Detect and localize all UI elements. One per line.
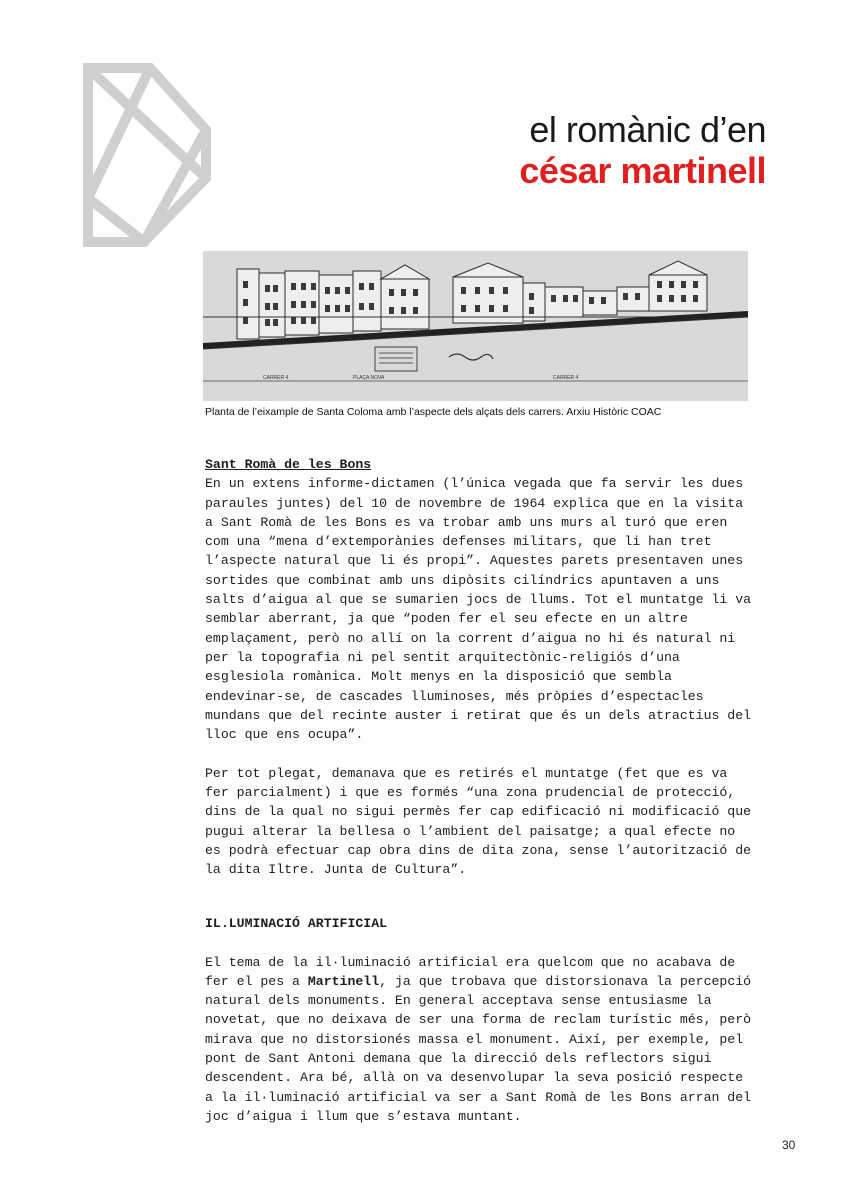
text-line: emplaçament, però no allí on la corrent d’aigua no hi és natural ni [205,630,736,646]
text-line: Per tot plegat, demanava que es retirés el muntatge (fet que es va [205,765,728,781]
text-span: fer el pes a [205,973,308,989]
text-line: pugui alterar la bellesa o l’ambient del paisatge; a qual efecte no [205,823,736,839]
text-line: paraules juntes) del 10 de novembre de 1964 explica que en la visita [205,495,744,511]
text-line: novetat, que no deixava de ser una forma de reclam turístic més, però [205,1012,752,1028]
page-number: 30 [782,1138,796,1152]
figure-label: PLAÇA NOVA [353,375,385,381]
figure-label: CARRER 4 [553,375,579,381]
text-line: fer parcialment) i que es formés “una zona prudencial de protecció, [205,785,736,801]
paragraph [205,764,805,880]
page-title [519,110,766,192]
text-line: descendent. Ara bé, allà on va desenvolupar la seva posició respecte [205,1070,744,1086]
text-line: per la topografia ni pel sentit arquitectònic-religiós d’una [205,649,680,665]
text-line: dins de la qual no sigui permès fer cap edificació ni modificació que [205,804,752,820]
text-line: es podrà efectuar cap obra dins de dita zona, sense l’autorització de [205,842,752,858]
title-line-1: el romànic d’en [529,109,766,150]
paragraph [205,474,805,744]
section-sant-roma [205,455,805,880]
text-line: natural dels monuments. En general acceptava sense entusiasme la [205,993,712,1009]
text-line: mundans que del recinte auster i retirat que és un dels atractius del [205,707,752,723]
text-line: esglesiola romànica. Molt menys en la disposició que sembla [205,669,672,685]
geometric-outline-logo-icon [82,60,214,250]
text-line: El tema de la il·luminació artificial era quelcom que no acabava de [205,954,736,970]
elevation-drawing [203,251,748,401]
text-line: l’aspecte natural que li és propi”. Aquestes parets presentaven unes [205,553,744,569]
street-elevation-figure [203,251,748,401]
text-line: com una “mena d’extemporànies defenses militars, que li han tret [205,534,712,550]
text-line: lloc que ens ocupa”. [205,727,364,743]
text-line: sortides que combinat amb uns dipòsits cilíndrics apuntaven a uns [205,572,720,588]
section-heading: Sant Romà de les Bons [205,457,372,472]
title-line-2: césar martinell [519,150,766,191]
text-line: semblar aberrant, ja que “poden fer el seu efecte en un altre [205,611,688,627]
text-line: salts d’aigua al que se sumarien jocs de llums. Tot el muntatge li va [205,592,752,608]
section-heading: IL.LUMINACIÓ ARTIFICIAL [205,916,388,931]
text-line: pont de Sant Antoni demana que la direcció dels reflectors sigui [205,1051,712,1067]
section-illuminacio [205,914,805,1126]
paragraph [205,991,805,1126]
text-span: , ja que trobava que distorsionava la percepció [379,973,752,989]
text-line: En un extens informe-dictamen (l’única vegada que fa servir les dues [205,476,744,492]
figure-caption: Planta de l’eixample de Santa Coloma amb l’aspecte dels alçats dels carrers. Arxiu Històric COAC [205,406,662,418]
text-line: a Sant Romà de les Bons es va trobar amb uns murs al turó que eren [205,514,728,530]
text-line: mirava que no distorsionés massa el monument. Així, per exemple, pel [205,1031,744,1047]
figure-label: CARRER 4 [263,375,289,381]
text-line [205,972,805,991]
text-line: a la il·luminació artificial va ser a Sant Romà de les Bons arran del [205,1089,752,1105]
text-line: la dita Iltre. Junta de Cultura”. [205,862,467,878]
author-name-bold: Martinell [307,973,380,989]
text-line: endevinar-se, de cascades lluminoses, més pròpies d’espectacles [205,688,704,704]
text-line: joc d’aigua i llum que s’estava muntant. [205,1108,522,1124]
